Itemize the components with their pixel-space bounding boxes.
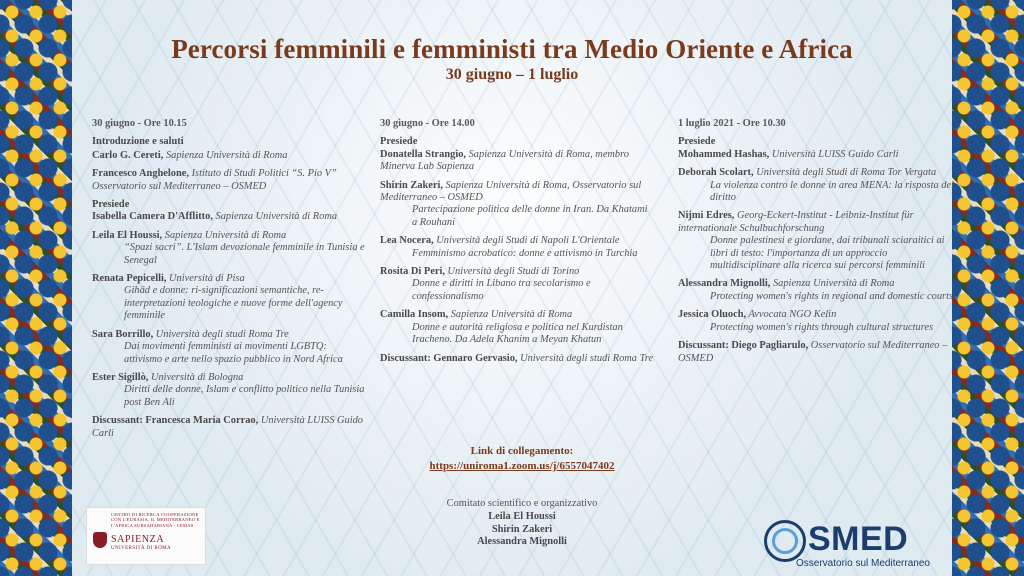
speaker-name: Leila El Houssi, [92,229,163,241]
talk-title: Gihād e donne: ri-significazioni semantiche, re-interpretazioni teologiche e nuove forme dell'agency femminile [124,285,343,322]
speaker-affiliation: Università degli Studi di Roma Tor Vergata [753,167,937,179]
speaker-affiliation: Università degli Studi di Torino [444,266,580,278]
talk-title: Protecting women's rights through cultural structures [710,321,934,333]
discussant-entry [92,415,367,440]
session-column-1 [92,118,367,446]
intro-label: Introduzione e saluti [92,136,184,148]
talk-title: Partecipazione politica delle donne in Iran. Da Khatami a Rouhani [412,204,648,228]
sapienza-cemas-logo [86,507,206,565]
talk-entry [92,273,367,323]
chair-entry [380,149,655,174]
speaker-affiliation: Istituto di Studi Politici “S. Pio V” Osservatorio sul Mediterraneo – OSMED [92,168,337,192]
discussant-name: Discussant: Gennaro Gervasio, [380,352,518,364]
osmed-o-inner-icon [772,528,798,554]
committee-member: Shirin Zakeri [491,523,553,535]
speaker-name: Carlo G. Cereti, [92,149,164,161]
speaker-affiliation: Georg-Eckert-Institut - Leibniz-Institut für internationale Schulbuchforschung [678,210,914,234]
talk-title: Donne e autorità religiosa e politica nel Kurdistan Iracheno. Da Adela Khanim a Meyan Khatun [412,321,623,346]
speaker-name: Lea Nocera, [380,235,434,247]
session-column-3 [678,118,958,371]
chair-label: Presiede [678,136,716,148]
discussant-affiliation: Osservatorio sul Mediterraneo – OSMED [678,340,948,364]
talk-entry [380,266,655,303]
speaker-name: Shirin Zakeri, [380,179,443,191]
discussant-entry [380,353,655,365]
speaker-name: Nijmi Edres, [678,210,735,222]
discussant-name: Discussant: Francesca Maria Corrao, [92,415,259,427]
talk-entry [678,167,958,204]
link-label: Link di collegamento: [470,445,574,457]
cemas-label: CENTRO DI RICERCA COOPERAZIONE CON L'EURASIA, IL MEDITERRANEO E L'AFRICA SUBSAHARIANA - CEMAS [111,512,200,528]
sapienza-crest-icon [93,532,107,548]
speaker-name: Rosita Di Peri, [380,266,445,278]
speaker-name: Deborah Scolart, [678,167,754,179]
zoom-link[interactable]: https://uniroma1.zoom.us/j/6557047402 [429,460,615,472]
chair-entry [678,149,958,161]
discussant-name: Discussant: Diego Pagliarulo, [678,340,809,352]
osmed-subtitle: Osservatorio sul Mediterraneo [796,558,930,569]
sapienza-sublabel: UNIVERSITÀ DI ROMA [111,546,171,551]
talk-entry [380,309,655,346]
speaker-affiliation: Sapienza Università di Roma [163,149,288,161]
speaker-entry [92,168,367,193]
chair-affiliation: Sapienza Università di Roma, membro Minerva Lab Sapienza [380,148,629,173]
chair-affiliation: Sapienza Università di Roma [212,211,338,223]
speaker-name: Alessandra Mignolli, [678,278,771,290]
talk-title: Dai movimenti femministi ai movimenti LGBTQ: attivismo e arte nello spazio pubblico in Nord Africa [124,341,343,365]
left-mosaic-decoration [0,0,72,576]
speaker-name: Camilla Insom, [380,309,449,321]
speaker-name: Francesco Anghelone, [92,168,189,180]
discussant-affiliation: Università degli studi Roma Tre [517,352,654,364]
speaker-name: Ester Sigillò, [92,371,149,383]
speaker-name: Renata Pepicelli, [92,273,167,285]
speaker-affiliation: Sapienza Università di Roma [162,229,287,241]
talk-title: Donne e diritti in Libano tra secolarismo e confessionalismo [412,278,591,302]
talk-entry [678,278,958,303]
talk-title: Protecting women's rights in regional and domestic courts [710,290,954,302]
chair-name: Donatella Strangio, [380,148,467,160]
speaker-name: Sara Borrillo, [92,328,154,340]
committee-heading: Comitato scientifico e organizzativo [446,498,598,509]
speaker-affiliation: Università degli Studi di Napoli L'Orientale [433,235,620,247]
talk-entry [92,329,367,366]
speaker-affiliation: Sapienza Università di Roma [770,278,895,290]
organizing-committee [407,498,637,549]
chair-label: Presiede [380,136,418,148]
speaker-affiliation: Avvocata NGO Kelin [746,309,837,321]
talk-title: Diritti delle donne, Islam e conflitto politico nella Tunisia post Ben Ali [124,384,365,408]
chair-name: Isabella Camera D'Afflitto, [92,211,213,223]
sapienza-label: SAPIENZA [111,534,165,545]
session-column-2 [380,118,655,371]
session-heading: 30 giugno - Ore 14.00 [380,118,475,129]
right-mosaic-decoration [952,0,1024,576]
osmed-logo [764,518,946,570]
speaker-affiliation: Sapienza Università di Roma, Osservatorio sul Mediterraneo – OSMED [380,179,642,204]
talk-entry [380,180,655,230]
zoom-link-block [392,445,652,472]
committee-member: Leila El Houssi [488,510,556,522]
poster-dates: 30 giugno – 1 luglio [445,66,579,83]
talk-entry [678,210,958,272]
session-heading: 30 giugno - Ore 10.15 [92,118,187,129]
committee-member: Alessandra Mignolli [477,536,567,548]
poster-title: Percorsi femminili e femministi tra Medio Oriente e Africa [171,34,853,64]
talk-entry [92,230,367,267]
talk-title: Femminismo acrobatico: donne e attivismo in Turchia [412,247,638,259]
talk-title: La violenza contro le donne in area MENA: la risposta del diritto [710,179,954,204]
speaker-affiliation: Università di Bologna [148,371,244,383]
talk-title: “Spazi sacri”. L'Islam devozionale femminile in Tunisia e Senegal [124,242,365,266]
speaker-affiliation: Università di Pisa [166,273,245,285]
chair-affiliation: Università LUISS Guido Carli [769,148,899,160]
talk-entry [92,372,367,409]
osmed-wordmark: SMED [808,520,909,558]
session-heading: 1 luglio 2021 - Ore 10.30 [678,118,786,129]
speaker-name: Jessica Oluoch, [678,309,747,321]
talk-entry [678,309,958,334]
speaker-affiliation: Sapienza Università di Roma [448,309,573,321]
chair-name: Mohammed Hashas, [678,148,770,160]
discussant-entry [678,340,958,365]
poster-content [72,0,952,576]
speaker-affiliation: Università degli studi Roma Tre [153,328,289,340]
discussant-affiliation: Università LUISS Guido Carli [92,415,363,439]
chair-entry [92,211,367,223]
chair-label: Presiede [92,199,130,211]
talk-title: Donne palestinesi e giordane, dai tribunali sciaraitici ai libri di testo: l'importanza di un approccio multidisciplinare alla ricerca sui percorsi femminili [710,235,945,272]
speaker-entry [92,150,367,162]
talk-entry [380,235,655,260]
